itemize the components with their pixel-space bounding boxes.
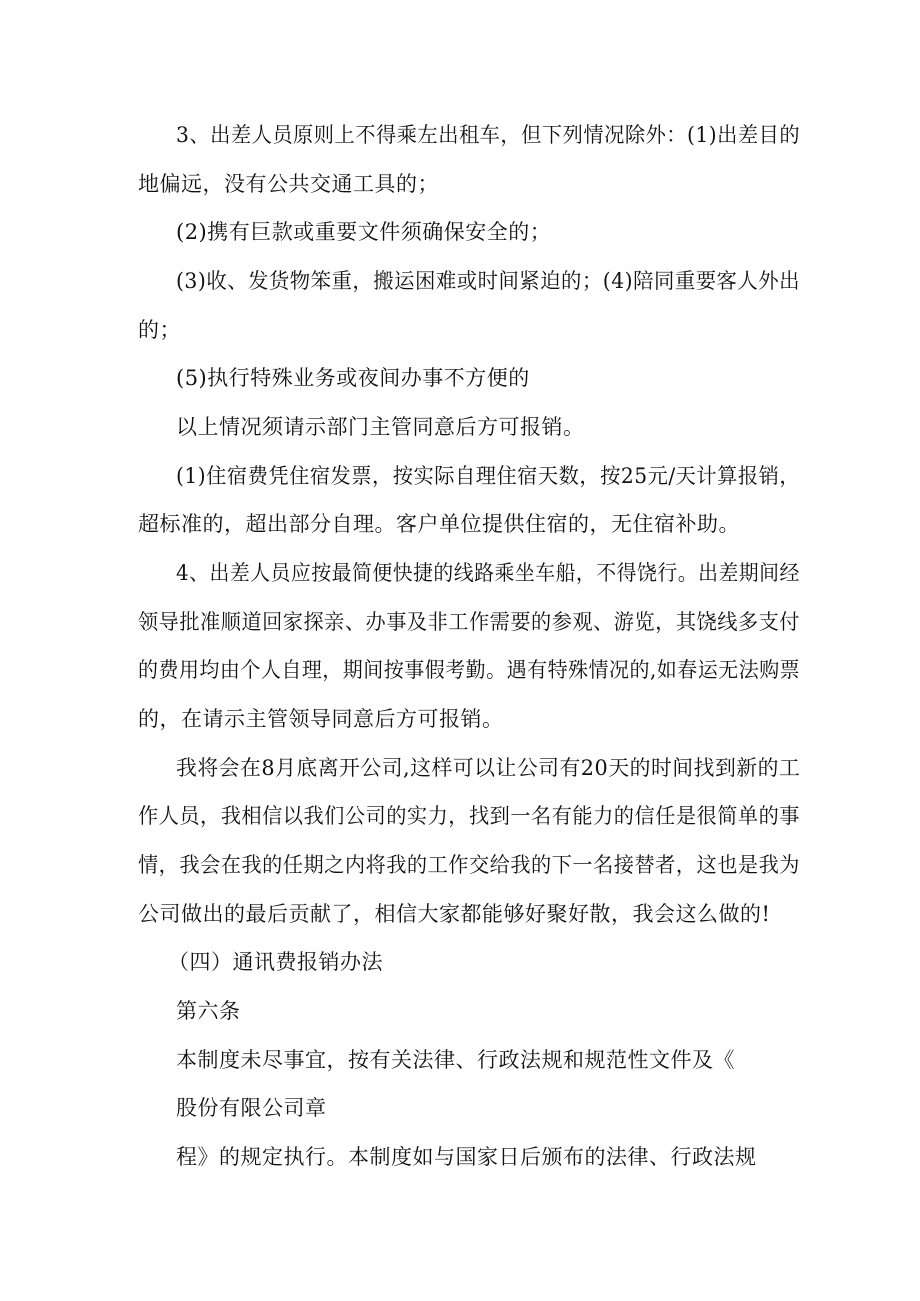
article-number: 第六条: [176, 999, 241, 1023]
paragraph-line: 以上情况须请示部门主管同意后方可报销。: [176, 415, 585, 439]
paragraph-line: 本制度未尽事宜，按有关法律、行政法规和规范性文件及《: [176, 1048, 735, 1072]
paragraph-line: 地偏远，没有公共交通工具的；: [138, 172, 439, 196]
paragraph-line: (5)执行特殊业务或夜间办事不方便的: [176, 366, 530, 390]
paragraph-line: 3、出差人员原则上不得乘左出租车，但下列情况除外：(1)出差目的: [176, 123, 801, 147]
paragraph-line: (2)携有巨款或重要文件须确保安全的；: [176, 220, 552, 244]
paragraph-line: 作人员，我相信以我们公司的实力，找到一名有能力的信任是很简单的事: [138, 804, 800, 828]
paragraph-line: 超标准的，超出部分自理。客户单位提供住宿的，无住宿补助。: [138, 512, 740, 536]
paragraph-line: 公司做出的最后贡献了，相信大家都能够好聚好散，我会这么做的!: [138, 902, 771, 926]
paragraph-line: (3)收、发货物笨重，搬运困难或时间紧迫的；(4)陪同重要客人外出: [176, 269, 801, 293]
paragraph-line: 的费用均由个人自理，期间按事假考勤。遇有特殊情况的,如春运无法购票: [138, 658, 801, 682]
paragraph-line: 的；: [138, 318, 181, 342]
paragraph-line: 程》的规定执行。本制度如与国家日后颁布的法律、行政法规: [176, 1145, 757, 1169]
paragraph-line: 4、出差人员应按最简便快捷的线路乘坐车船，不得饶行。出差期间经: [176, 561, 800, 585]
paragraph-line: 股份有限公司章: [176, 1096, 327, 1120]
section-heading: （四）通讯费报销办法: [168, 950, 383, 974]
paragraph-line: 我将会在8月底离开公司,这样可以让公司有20天的时间找到新的工: [176, 756, 801, 780]
paragraph-line: (1)住宿费凭住宿发票，按实际自理住宿天数，按25元/天计算报销，: [176, 464, 801, 488]
paragraph-line: 的，在请示主管领导同意后方可报销。: [138, 707, 504, 731]
paragraph-line: 领导批准顺道回家探亲、办事及非工作需要的参观、游览，其饶线多支付: [138, 610, 800, 634]
paragraph-line: 情，我会在我的任期之内将我的工作交给我的下一名接替者，这也是我为: [138, 853, 800, 877]
